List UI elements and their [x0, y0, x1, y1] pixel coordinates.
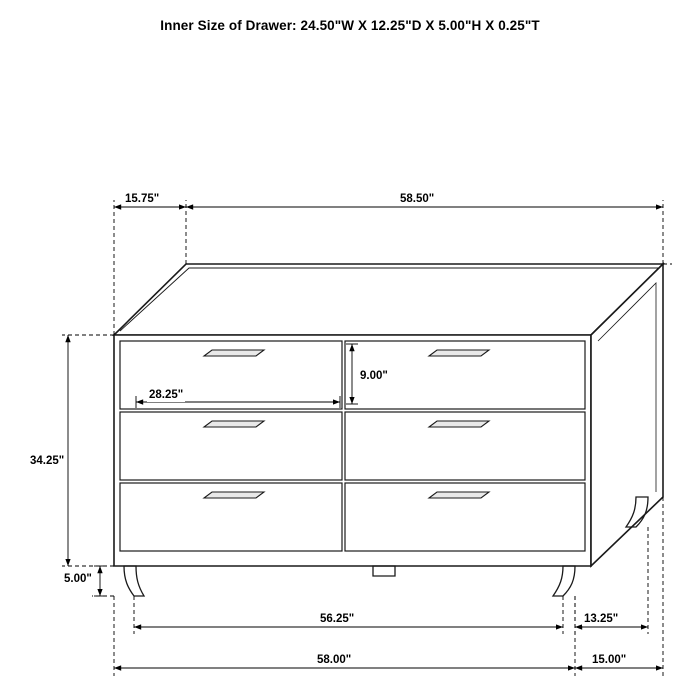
dimension-base-depth-side: 13.25" — [584, 613, 619, 625]
dimension-drawer-height-inner: 9.00" — [360, 370, 388, 382]
dimension-overall-depth: 15.00" — [592, 654, 627, 666]
page-title: Inner Size of Drawer: 24.50"W X 12.25"D X 5.00"H X 0.25"T — [160, 18, 540, 33]
dimension-total-height: 34.25" — [30, 455, 65, 467]
dimension-base-width-front: 56.25" — [320, 613, 355, 625]
dimension-leg-height: 5.00" — [64, 573, 92, 585]
dimension-width-top: 58.50" — [400, 193, 435, 205]
dimension-drawer-width-inner: 28.25" — [149, 389, 184, 401]
dimension-overall-width: 58.00" — [317, 654, 352, 666]
dimension-depth-top-left: 15.75" — [125, 193, 160, 205]
dresser-body — [114, 264, 663, 566]
